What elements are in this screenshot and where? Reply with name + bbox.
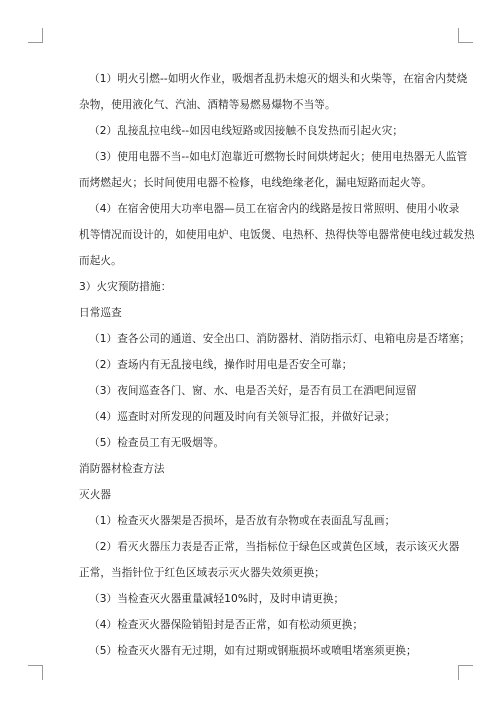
document-body [79, 66, 475, 664]
text-line: （4）检查灭火器保险销铅封是否正常，如有松动须更换； [89, 618, 364, 631]
text-line: （1）明火引燃--如明火作业，吸烟者乱扔未熄灭的烟头和火柴等，在宿舍内焚烧 [89, 72, 468, 85]
text-line: （3）使用电器不当--如电灯泡靠近可燃物长时间烘烤起火；使用电热器无人监管 [89, 150, 468, 163]
text-line: 而烤燃起火；长时间使用电器不检修，电线绝缘老化，漏电短路而起火等。 [79, 176, 432, 189]
text-line: （5）检查员工有无吸烟等。 [89, 436, 225, 449]
text-line: （1）检查灭火器架是否损坏，是否放有杂物或在表面乱写乱画； [89, 514, 396, 527]
text-line: （2）乱接乱拉电线--如因电线短路或因接触不良发热而引起火灾； [89, 124, 404, 137]
crop-mark-top-right [458, 28, 473, 43]
crop-mark-bottom-right [458, 665, 473, 680]
text-line: （3）当检查灭火器重量减轻10%时，及时申请更换； [89, 592, 345, 605]
text-line: 灭火器 [79, 488, 112, 501]
crop-mark-top-left [28, 28, 43, 43]
text-line: （2）查场内有无乱接电线，操作时用电是否安全可靠； [89, 358, 353, 371]
text-line: 而起火。 [79, 254, 122, 267]
text-line: 3）火灾预防措施： [79, 280, 172, 293]
text-line: （2）看灭火器压力表是否正常，当指标位于绿色区或黄色区域，表示该灭火器 [89, 540, 460, 553]
text-line: （4）在宿舍使用大功率电器—员工在宿舍内的线路是按日常照明、使用小收录 [89, 202, 460, 215]
crop-mark-bottom-left [28, 665, 43, 680]
text-line: 正常，当指针位于红色区域表示灭火器失效须更换； [79, 566, 325, 579]
text-line: （4）巡查时对所发现的问题及时向有关领导汇报，并做好记录； [89, 410, 396, 423]
text-line: 机等情况而设计的，如使用电炉、电饭煲、电热杯、热得快等电器常使电线过载发热 [79, 228, 475, 241]
text-line: 杂物，使用液化气、汽油、酒精等易燃易爆物不当等。 [79, 98, 336, 111]
text-line: （3）夜间巡查各门、窗、水、电是否关好，是否有员工在酒吧间逗留 [89, 384, 417, 397]
text-line: 日常巡查 [79, 306, 122, 319]
text-line: 消防器材检查方法 [79, 462, 165, 475]
text-line: （5）检查灭火器有无过期，如有过期或钢瓶损坏或喷咀堵塞须更换； [89, 644, 417, 657]
text-line: （1）查各公司的通道、安全出口、消防器材、消防指示灯、电箱电房是否堵塞； [89, 332, 471, 345]
